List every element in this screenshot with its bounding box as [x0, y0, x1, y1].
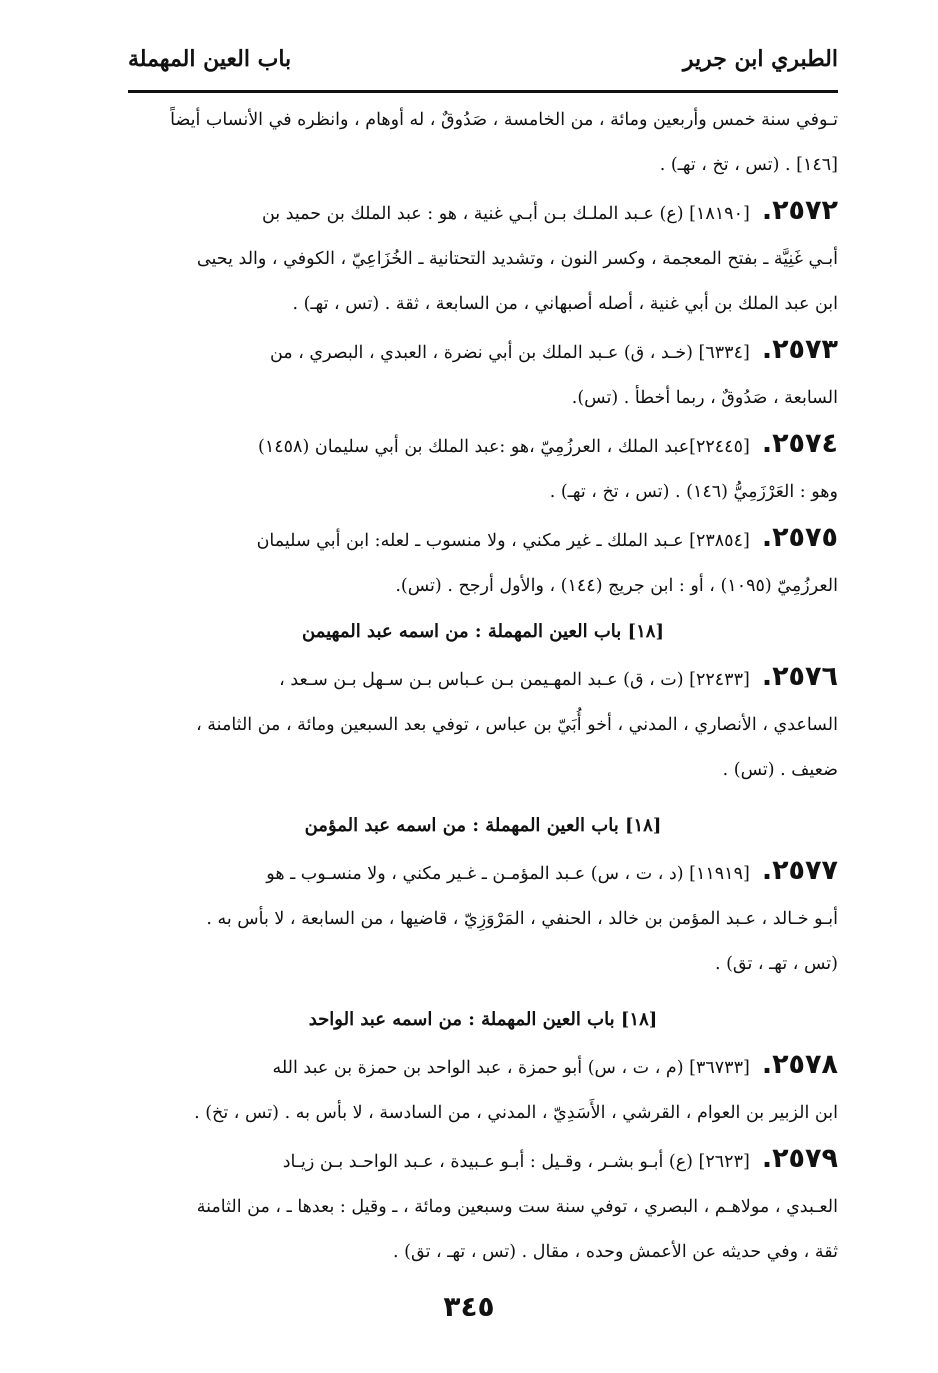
text-line: [٢٢٤٣٣] (ت ، ق) عـبد المهـيمن بـن عـباس بـن سـهل بـن سـعد ،	[279, 670, 750, 690]
page-number: ٣٤٥	[443, 1290, 495, 1323]
text-line: ابن عبد الملك بن أبي غنية ، أصله أصبهاني ، من السابعة ، ثقة . (تس ، تهـ) .	[292, 294, 838, 314]
entry-2574	[128, 421, 838, 515]
entry-number: ٢٥٧٨.	[761, 1049, 838, 1080]
text-line: [٢٢٤٤٥]عبد الملك ، العرزُمِيّ ،هو :عبد الملك بن أبي سليمان (١٤٥٨)	[258, 437, 750, 457]
entry-number: ٢٥٧٣.	[761, 334, 838, 365]
text-line: العـبدي ، مولاهـم ، البصري ، توفي سنة ست وسبعين ومائة ، ـ وقيل : بعدها ـ ، من الثامنة	[196, 1197, 838, 1217]
entry-number: ٢٥٧٧.	[761, 855, 838, 886]
text-line: (تس ، تهـ ، تق) .	[714, 954, 838, 974]
text-line: العرزُمِيّ (١٠٩٥) ، أو : ابن جريج (١٤٤) ، والأول أرجح . (تس).	[395, 576, 838, 596]
text-line: وهو : العَرْزَمِيُّ (١٤٦) . (تس ، تخ ، تهـ) .	[549, 482, 838, 502]
section-heading: [١٨] باب العين المهملة : من اسمه عبد المؤمن	[304, 815, 662, 836]
entry-2575	[128, 515, 838, 609]
text-line: الساعدي ، الأنصاري ، المدني ، أخو أُبَيّ بن عباس ، توفي بعد السبعين ومائة ، من الثامنة ،	[196, 715, 838, 735]
entry-number: ٢٥٧٤.	[761, 428, 838, 459]
entry-number: ٢٥٧٢.	[761, 195, 838, 226]
text-line: [٢٦٢٣] (ع) أبـو بشـر ، وقـيل : أبـو عـبيدة ، عـبد الواحـد بـن زيـاد	[282, 1152, 750, 1172]
text-line: [١١٩١٩] (د ، ت ، س) عـبد المؤمـن ـ غـير مكني ، ولا منسـوب ـ هو	[266, 864, 750, 884]
entry-2577	[128, 848, 838, 987]
text-line: [٣٦٧٣٣] (م ، ت ، س) أبو حمزة ، عبد الواحد بن حمزة بن عبد الله	[272, 1058, 750, 1078]
header-rule	[128, 90, 838, 93]
entry-2572	[128, 188, 838, 327]
entry-number: ٢٥٧٩.	[761, 1143, 838, 1174]
text-line: [٢٣٨٥٤] عـبد الملك ـ غير مكني ، ولا منسوب ـ لعله: ابن أبي سليمان	[256, 531, 750, 551]
text-line: [١٨١٩٠] (ع) عـبد الملـك بـن أبـي غنية ، هو : عبد الملك بن حميد بن	[261, 204, 750, 224]
entry-2573	[128, 327, 838, 421]
text-line: تـوفي سنة خمس وأربعين ومائة ، من الخامسة ، صَدُوقٌ ، له أوهام ، وانظره في الأنساب أيضاً	[170, 110, 838, 130]
text-line: ضعيف . (تس) .	[722, 760, 838, 780]
running-header	[128, 40, 838, 92]
text-line: ابن الزبير بن العوام ، القرشي ، الأَسَدِيّ ، المدني ، من السادسة ، لا بأس به . (تس ، تخ) .	[194, 1103, 838, 1123]
page-body	[128, 98, 838, 1275]
text-line: ثقة ، وفي حديثه عن الأعمش وحده ، مقال . (تس ، تهـ ، تق) .	[393, 1242, 838, 1262]
header-chapter: باب العين المهملة	[128, 46, 292, 72]
section-heading: [١٨] باب العين المهملة : من اسمه عبد المهيمن	[302, 621, 664, 642]
text-line: أبـي غَنِيَّة ـ بفتح المعجمة ، وكسر النون ، وتشديد التحتانية ـ الخُزَاعِيّ ، الكوفي ، والد يحيى	[196, 249, 838, 269]
text-line: [١٤٦] . (تس ، تخ ، تهـ) .	[659, 155, 838, 175]
entry-2576	[128, 654, 838, 793]
entry-2578	[128, 1042, 838, 1136]
header-author: الطبري ابن جرير	[682, 46, 838, 72]
intro-paragraph	[128, 98, 838, 188]
section-heading: [١٨] باب العين المهملة : من اسمه عبد الواحد	[308, 1009, 658, 1030]
entry-number: ٢٥٧٦.	[761, 661, 838, 692]
text-line: أبـو خـالد ، عـبد المؤمن بن خالد ، الحنفي ، المَرْوَزِيّ ، قاضيها ، من السابعة ، لا بأس به .	[206, 909, 838, 929]
text-line: [٦٣٣٤] (خـد ، ق) عـبد الملك بن أبي نضرة ، العبدي ، البصري ، من	[269, 343, 750, 363]
entry-2579	[128, 1136, 838, 1275]
entry-number: ٢٥٧٥.	[761, 522, 838, 553]
text-line: السابعة ، صَدُوقٌ ، ربما أخطأ . (تس).	[571, 388, 838, 408]
